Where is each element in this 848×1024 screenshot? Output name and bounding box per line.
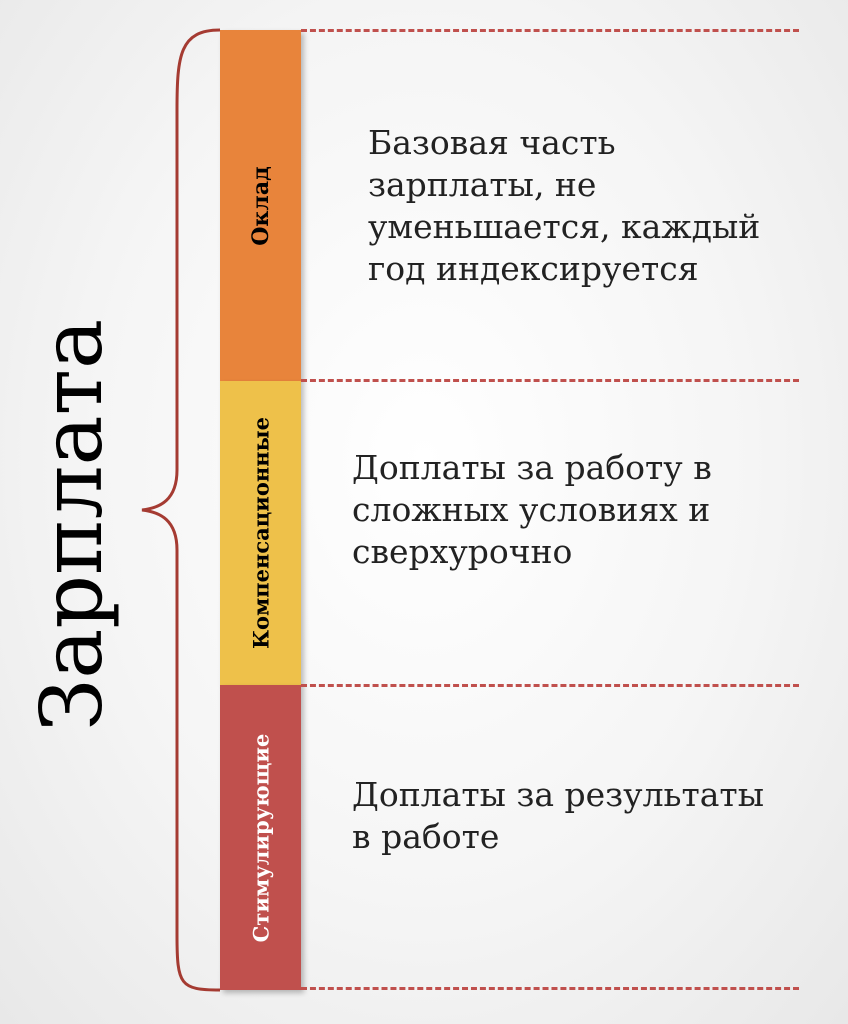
- band-compensation-label: Компенсационные: [248, 416, 273, 650]
- band-salary-label: Оклад: [247, 165, 274, 246]
- divider-bottom: [301, 987, 799, 990]
- description-line: зарплаты, не: [368, 165, 597, 204]
- diagram-title: Зарплата: [23, 318, 121, 732]
- band-incentive: [220, 685, 301, 990]
- divider-top: [301, 29, 799, 32]
- band-salary: [220, 30, 301, 381]
- description-line: сложных условиях и: [352, 490, 711, 529]
- description-line: в работе: [352, 817, 500, 856]
- band-incentive-label: Стимулирующие: [248, 733, 273, 942]
- description-line: Доплаты за работу в: [352, 448, 712, 487]
- divider-1: [301, 379, 799, 382]
- divider-2: [301, 684, 799, 687]
- description-line: Базовая часть: [368, 123, 616, 162]
- description-line: год индексируется: [368, 249, 699, 288]
- description-line: сверхурочно: [352, 532, 573, 571]
- salary-description: [368, 122, 788, 290]
- compensation-description: [352, 447, 772, 573]
- incentive-description: [352, 774, 772, 858]
- band-compensation: [220, 381, 301, 685]
- description-line: Доплаты за результаты: [352, 775, 764, 814]
- description-line: уменьшается, каждый: [368, 207, 761, 246]
